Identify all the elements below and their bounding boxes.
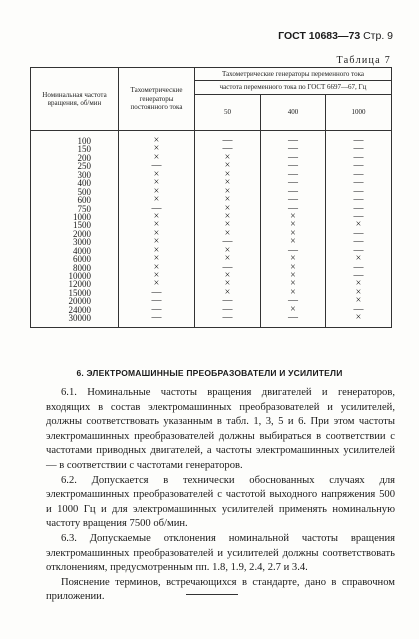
availability-mark: × bbox=[119, 196, 195, 204]
availability-mark: — bbox=[261, 131, 326, 146]
speed-value: 750 bbox=[31, 205, 119, 213]
speed-value: 600 bbox=[31, 196, 119, 204]
speed-value: 250 bbox=[31, 162, 119, 170]
availability-mark: × bbox=[195, 205, 261, 213]
paragraph-6-1: 6.1. Номинальные частоты вращения двигателей и генераторов, входящих в состав электромашинных преобразователей и усилителей, должны соответствовать указанным в табл. 1, 3, 5 и 6. При этом частоты электромашинных преобразователей должны выбираться в соответствии с частотами приводных двигателей, а частоты электромашинных усилителей — в соответствии с частотами генераторов. bbox=[46, 387, 395, 471]
availability-mark: — bbox=[119, 205, 195, 213]
availability-mark: — bbox=[326, 171, 392, 179]
availability-mark: × bbox=[261, 272, 326, 280]
speed-value: 12000 bbox=[31, 280, 119, 288]
availability-mark: × bbox=[195, 188, 261, 196]
speed-table bbox=[30, 67, 392, 328]
availability-mark: — bbox=[195, 306, 261, 314]
availability-mark: × bbox=[195, 221, 261, 229]
header-ac-generators: Тахометрические генераторы переменного тока bbox=[195, 68, 392, 81]
availability-mark: — bbox=[119, 306, 195, 314]
speed-value: 30000 bbox=[31, 314, 119, 327]
availability-mark: — bbox=[261, 179, 326, 187]
availability-mark: × bbox=[326, 280, 392, 288]
availability-mark: × bbox=[326, 289, 392, 297]
availability-mark: — bbox=[326, 272, 392, 280]
availability-mark: — bbox=[261, 297, 326, 305]
availability-mark: — bbox=[326, 188, 392, 196]
availability-mark: — bbox=[326, 213, 392, 221]
availability-mark: — bbox=[195, 131, 261, 146]
availability-mark: × bbox=[261, 221, 326, 229]
header-freq-50: 50 bbox=[195, 95, 261, 131]
availability-mark: × bbox=[195, 230, 261, 238]
speed-value: 15000 bbox=[31, 289, 119, 297]
table-label: Таблица 7 bbox=[336, 55, 391, 66]
availability-mark: — bbox=[326, 162, 392, 170]
availability-mark: × bbox=[119, 280, 195, 288]
header-dc-generators: Тахометрические генераторы постоянного тока bbox=[119, 68, 195, 131]
availability-mark: — bbox=[195, 238, 261, 246]
availability-mark: × bbox=[195, 289, 261, 297]
speed-value: 400 bbox=[31, 179, 119, 187]
availability-mark: × bbox=[119, 221, 195, 229]
availability-mark: — bbox=[261, 188, 326, 196]
section-title: 6. ЭЛЕКТРОМАШИННЫЕ ПРЕОБРАЗОВАТЕЛИ И УСИЛИТЕЛИ bbox=[76, 368, 343, 378]
availability-mark: — bbox=[119, 289, 195, 297]
speed-value: 4000 bbox=[31, 247, 119, 255]
availability-mark: — bbox=[261, 171, 326, 179]
availability-mark: — bbox=[326, 247, 392, 255]
body-text bbox=[46, 386, 395, 605]
page-header bbox=[278, 30, 393, 42]
availability-mark: × bbox=[195, 162, 261, 170]
speed-value: 6000 bbox=[31, 255, 119, 263]
availability-mark: × bbox=[119, 247, 195, 255]
availability-mark: — bbox=[326, 179, 392, 187]
availability-mark: × bbox=[326, 314, 392, 327]
availability-mark: — bbox=[195, 314, 261, 327]
availability-mark: × bbox=[261, 213, 326, 221]
speed-value: 3000 bbox=[31, 238, 119, 246]
availability-mark: × bbox=[261, 238, 326, 246]
availability-mark: × bbox=[195, 179, 261, 187]
availability-mark: × bbox=[119, 179, 195, 187]
availability-mark: × bbox=[195, 272, 261, 280]
header-speed: Номинальная частота вращения, об/мин bbox=[31, 68, 119, 131]
availability-mark: — bbox=[326, 131, 392, 146]
availability-mark: × bbox=[195, 213, 261, 221]
availability-mark: — bbox=[326, 264, 392, 272]
availability-mark: × bbox=[195, 280, 261, 288]
availability-mark: × bbox=[261, 230, 326, 238]
speed-value: 100 bbox=[31, 131, 119, 146]
availability-mark: × bbox=[119, 188, 195, 196]
speed-value: 1000 bbox=[31, 213, 119, 221]
availability-mark: — bbox=[119, 162, 195, 170]
speed-value: 20000 bbox=[31, 297, 119, 305]
standard-number: ГОСТ 10683—73 bbox=[278, 30, 361, 42]
availability-mark: × bbox=[195, 171, 261, 179]
availability-mark: × bbox=[261, 264, 326, 272]
header-freq-400: 400 bbox=[261, 95, 326, 131]
availability-mark: — bbox=[326, 154, 392, 162]
paragraph-note: Пояснение терминов, встречающихся в стандарте, дано в справочном приложении. bbox=[46, 576, 395, 603]
availability-mark: — bbox=[195, 145, 261, 153]
availability-mark: — bbox=[261, 314, 326, 327]
availability-mark: — bbox=[261, 145, 326, 153]
availability-mark: × bbox=[119, 230, 195, 238]
speed-value: 1500 bbox=[31, 221, 119, 229]
availability-mark: × bbox=[195, 247, 261, 255]
availability-mark: — bbox=[326, 196, 392, 204]
speed-value: 500 bbox=[31, 188, 119, 196]
paragraph-6-2: 6.2. Допускается в технически обоснованных случаях для электромашинных преобразователей с частотой выходного напряжения 500 и 1000 Гц и для электромашинных усилителей применять номинальную частоту вращения 7500 об/мин. bbox=[46, 474, 395, 530]
availability-mark: × bbox=[119, 213, 195, 221]
table-row bbox=[31, 131, 392, 146]
speed-value: 10000 bbox=[31, 272, 119, 280]
availability-mark: — bbox=[261, 162, 326, 170]
availability-mark: × bbox=[119, 145, 195, 153]
availability-mark: × bbox=[261, 280, 326, 288]
availability-mark: × bbox=[119, 255, 195, 263]
availability-mark: × bbox=[195, 154, 261, 162]
availability-mark: — bbox=[261, 205, 326, 213]
availability-mark: × bbox=[326, 221, 392, 229]
availability-mark: — bbox=[261, 247, 326, 255]
availability-mark: × bbox=[119, 131, 195, 146]
availability-mark: — bbox=[326, 306, 392, 314]
table-body bbox=[31, 131, 392, 328]
availability-mark: × bbox=[119, 264, 195, 272]
availability-mark: × bbox=[326, 255, 392, 263]
speed-value: 200 bbox=[31, 154, 119, 162]
speed-value: 8000 bbox=[31, 264, 119, 272]
speed-value: 150 bbox=[31, 145, 119, 153]
paragraph-6-3: 6.3. Допускаемые отклонения номинальной частоты вращения электромашинных преобразователей и усилителей должны соответствовать отклонениям, предусмотренным пп. 1.8, 1.9, 2.4, 2.7 и 3.4. bbox=[46, 532, 395, 574]
availability-mark: — bbox=[326, 238, 392, 246]
availability-mark: × bbox=[195, 196, 261, 204]
speed-value: 300 bbox=[31, 171, 119, 179]
availability-mark: — bbox=[119, 297, 195, 305]
availability-mark: — bbox=[326, 205, 392, 213]
availability-mark: — bbox=[195, 264, 261, 272]
availability-mark: — bbox=[195, 297, 261, 305]
availability-mark: — bbox=[119, 314, 195, 327]
availability-mark: × bbox=[326, 297, 392, 305]
availability-mark: — bbox=[261, 196, 326, 204]
closing-rule bbox=[186, 594, 238, 595]
speed-value: 2000 bbox=[31, 230, 119, 238]
availability-mark: — bbox=[326, 145, 392, 153]
availability-mark: × bbox=[119, 154, 195, 162]
availability-mark: — bbox=[326, 230, 392, 238]
availability-mark: — bbox=[261, 154, 326, 162]
availability-mark: × bbox=[119, 171, 195, 179]
availability-mark: × bbox=[261, 289, 326, 297]
speed-value: 24000 bbox=[31, 306, 119, 314]
page-number: Стр. 9 bbox=[363, 30, 393, 42]
availability-mark: × bbox=[195, 255, 261, 263]
availability-mark: × bbox=[119, 272, 195, 280]
availability-mark: × bbox=[261, 306, 326, 314]
availability-mark: × bbox=[261, 255, 326, 263]
availability-mark: × bbox=[119, 238, 195, 246]
table-row bbox=[31, 314, 392, 327]
header-freq-1000: 1000 bbox=[326, 95, 392, 131]
header-ac-frequency: частота переменного тока по ГОСТ 6697—67, Гц bbox=[195, 81, 392, 95]
